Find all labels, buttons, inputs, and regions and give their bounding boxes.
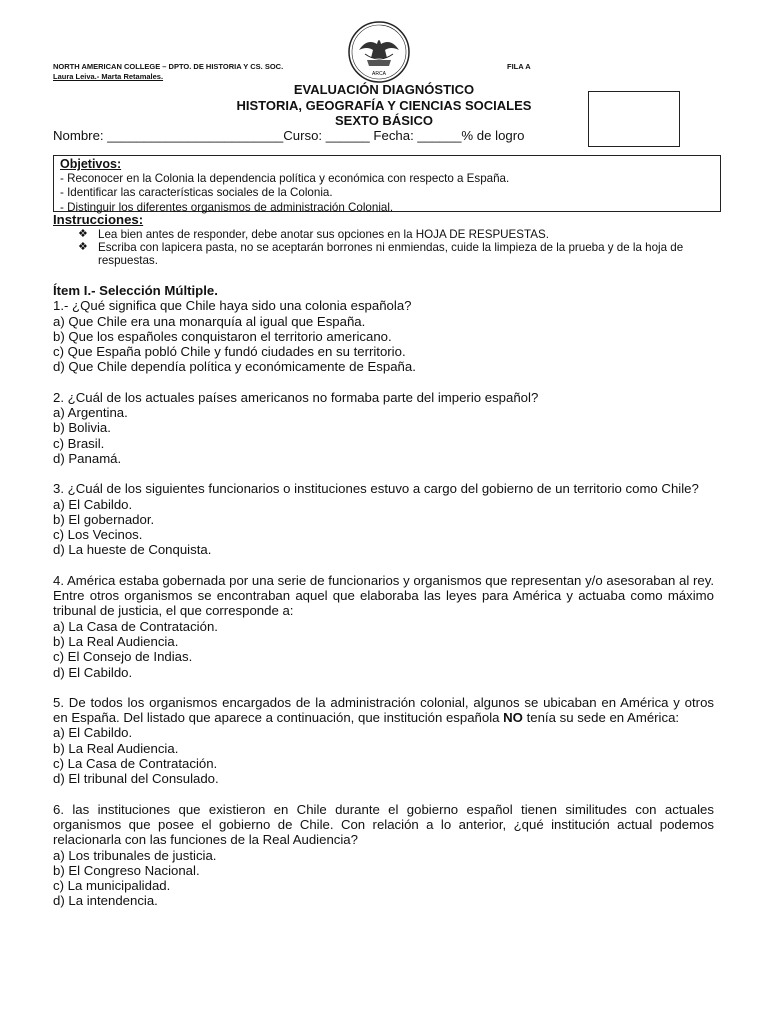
question-block [53,695,714,787]
answer-option: b) La Real Audiencia. [53,740,179,756]
question-text-part: tenía su sede en América: [522,710,680,726]
question-text: 4. América estaba gobernada por una serie de funcionarios y organismos que representan y/o asesoraban al rey. Entre otros organismos se encontraban aquel que elaboraba las leyes para América y actuaba como máximo tribunal de justicia, el que corresponde a: [53,572,714,619]
answer-option: b) Bolivia. [53,420,111,436]
diamond-bullet-icon: ❖ [78,228,88,240]
answer-option: d) El tribunal del Consulado. [53,771,219,787]
instruction-item [78,241,718,267]
answer-option: a) Los tribunales de justicia. [53,847,217,863]
objectives-title: Objetivos: [60,157,122,171]
instructions-list [78,228,718,267]
logo-text: ARCA [372,71,386,77]
answer-option: d) El Cabildo. [53,664,133,680]
answer-option: a) El Cabildo. [53,496,133,512]
header-left [53,62,283,82]
diamond-bullet-icon: ❖ [78,241,88,253]
answer-option: b) La Real Audiencia. [53,633,179,649]
answer-option: a) El Cabildo. [53,725,133,741]
answer-option: a) Que Chile era una monarquía al igual que España. [53,313,366,329]
answer-option: d) La hueste de Conquista. [53,542,212,558]
school-name: NORTH AMERICAN COLLEGE – DPTO. DE HISTORIA Y CS. SOC. [53,62,284,71]
question-block [53,802,714,909]
question-text: 6. las instituciones que existieron en Chile durante el gobierno español tienen similitudes con actuales organismos que posee el gobierno de Chile. Con relación a lo anterior, ¿qué institución actual podemos relacionarla con las funciones de la Real Audiencia? [53,801,714,848]
answer-option: d) La intendencia. [53,893,158,909]
instruction-text: Lea bien antes de responder, debe anotar sus opciones en la HOJA DE RESPUESTAS. [98,228,549,241]
questions-section [53,283,714,924]
answer-option: c) Los Vecinos. [53,527,143,543]
question-text [53,695,714,726]
student-info-line: Nombre: ________________________Curso: ______ Fecha: ______% de logro [53,128,525,143]
instruction-item [78,228,718,241]
question-text-part: 5. De todos los organismos encargados de la administración colonial, algunos se ubicaban en América y otros en España. Del listado que aparece a continuación, que institución española [53,694,714,726]
school-logo [347,20,411,84]
instruction-text: Escriba con lapicera pasta, no se aceptarán borrones ni enmiendas, cuide la limpieza de la prueba y de la hoja de respuestas. [98,241,684,267]
answer-option: c) La municipalidad. [53,878,171,894]
answer-option: c) Brasil. [53,435,105,451]
question-block [53,573,714,680]
item-title: Ítem I.- Selección Múltiple. [53,283,218,298]
answer-option: c) La Casa de Contratación. [53,756,218,772]
objectives-box [53,155,721,212]
answer-option: a) La Casa de Contratación. [53,618,218,634]
question-text: 2. ¿Cuál de los actuales países americanos no formaba parte del imperio español? [53,389,539,405]
emphasis-no: NO [503,710,523,726]
objective-item: - Reconocer en la Colonia la dependencia política y económica con respecto a España. [60,171,510,185]
question-text: 3. ¿Cuál de los siguientes funcionarios o instituciones estuvo a cargo del gobierno de un territorio como Chile? [53,481,699,497]
objective-item: - Distinguir los diferentes organismos de administración Colonial. [60,200,394,214]
authors: Laura Leiva.- Marta Retamales. [53,72,164,81]
answer-option: b) Que los españoles conquistaron el territorio americano. [53,328,392,344]
title-line-1: EVALUACIÓN DIAGNÓSTICO [293,82,475,97]
grade-box [588,91,680,147]
answer-option: a) Argentina. [53,405,128,421]
question-block [53,481,714,557]
instructions-title: Instrucciones: [53,212,144,227]
answer-option: d) Que Chile dependía política y económicamente de España. [53,359,416,375]
question-block [53,390,714,466]
question-block [53,298,714,374]
answer-option: c) El Consejo de Indias. [53,649,193,665]
title-line-3: SEXTO BÁSICO [334,113,433,128]
fila-label: FILA A [507,62,531,71]
exam-titles [140,82,628,129]
answer-option: b) El gobernador. [53,511,155,527]
answer-option: d) Panamá. [53,450,122,466]
answer-option: b) El Congreso Nacional. [53,862,200,878]
title-line-2: HISTORIA, GEOGRAFÍA Y CIENCIAS SOCIALES [236,97,532,113]
objective-item: - Identificar las características sociales de la Colonia. [60,186,333,199]
answer-option: c) Que España pobló Chile y fundó ciudades en su territorio. [53,344,406,360]
question-text: 1.- ¿Qué significa que Chile haya sido una colonia española? [53,298,412,314]
